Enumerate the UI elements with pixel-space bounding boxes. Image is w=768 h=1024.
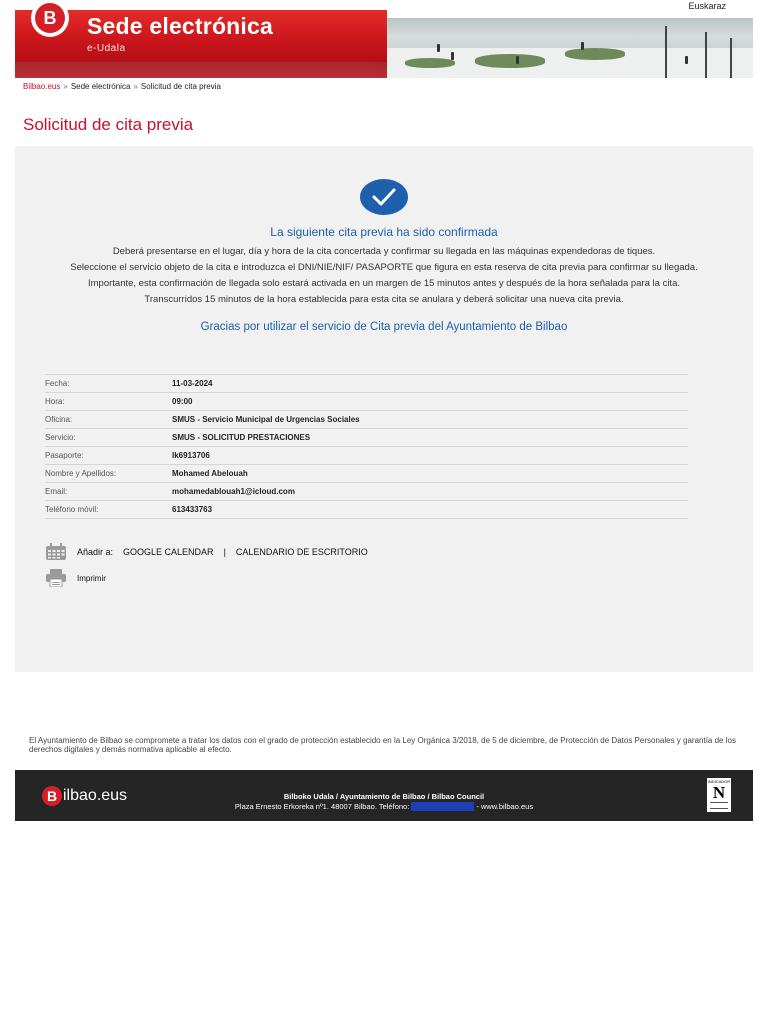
detail-label: Hora: bbox=[45, 397, 65, 406]
google-calendar-link[interactable]: GOOGLE CALENDAR bbox=[123, 547, 214, 557]
print-label: Imprimir bbox=[77, 573, 106, 583]
footer-website: - www.bilbao.eus bbox=[476, 802, 534, 811]
footer-address-text: Plaza Ernesto Erkoreka nº1. 48007 Bilbao. Teléfono: bbox=[234, 802, 410, 811]
printer-icon bbox=[45, 569, 67, 587]
footer bbox=[15, 770, 753, 821]
detail-value: 11-03-2024 bbox=[172, 379, 213, 388]
detail-label: Servicio: bbox=[45, 433, 76, 442]
detail-value: 09:00 bbox=[172, 397, 193, 406]
instruction-line: Transcurridos 15 minutos de la hora establecida para esta cita se anulara y deberá solicitar una nueva cita previa. bbox=[144, 294, 624, 305]
print-button[interactable] bbox=[45, 569, 106, 587]
detail-row-fecha bbox=[45, 375, 688, 393]
desktop-calendar-link[interactable]: CALENDARIO DE ESCRITORIO bbox=[235, 547, 368, 557]
confirmation-title: La siguiente cita previa ha sido confirmada bbox=[270, 225, 498, 239]
check-icon bbox=[360, 179, 408, 215]
breadcrumb-separator: » bbox=[133, 82, 138, 91]
detail-row-nombre bbox=[45, 465, 688, 483]
add-to-label: Añadir a: bbox=[77, 547, 114, 557]
calendar-icon bbox=[45, 543, 67, 561]
detail-row-email bbox=[45, 483, 688, 501]
footer-logo-domain: .eus bbox=[96, 787, 128, 804]
breadcrumb-sede-link[interactable]: Sede electrónica bbox=[70, 82, 131, 91]
site-title: Sede electrónica bbox=[87, 13, 274, 39]
detail-value: lk6913706 bbox=[172, 451, 210, 460]
cert-badge-label: INDICADOR bbox=[707, 779, 731, 784]
bilbao-logo[interactable] bbox=[31, 0, 69, 37]
detail-value: Mohamed Abelouah bbox=[172, 469, 248, 478]
instruction-line: Seleccione el servicio objeto de la cita e introduzca el DNI/NIE/NIF/ PASAPORTE que figura en esta reserva de cita previa para confirmar su llegada. bbox=[70, 262, 698, 273]
accessibility-certification-badge[interactable] bbox=[707, 778, 731, 812]
detail-value: SMUS - SOLICITUD PRESTACIONES bbox=[172, 433, 311, 442]
instruction-line: Deberá presentarse en el lugar, día y hora de la cita concertada y confirmar su llegada en las máquinas expendedoras de tiques. bbox=[112, 246, 656, 257]
detail-value: 613433763 bbox=[172, 505, 213, 514]
detail-row-oficina bbox=[45, 411, 688, 429]
header-red-band bbox=[15, 10, 387, 62]
breadcrumb-separator: » bbox=[63, 82, 68, 91]
breadcrumb-home-link[interactable]: Bilbao.eus bbox=[23, 82, 61, 91]
cert-badge-lines bbox=[710, 802, 728, 809]
footer-phone-link[interactable]: 010 - 944 241 700 bbox=[412, 802, 474, 811]
detail-label: Pasaporte: bbox=[45, 451, 84, 460]
action-separator: | bbox=[223, 547, 226, 557]
detail-label: Email: bbox=[45, 487, 68, 496]
detail-value: SMUS - Servicio Municipal de Urgencias Sociales bbox=[172, 415, 360, 424]
detail-label: Fecha: bbox=[45, 379, 70, 388]
appointment-details bbox=[45, 374, 688, 519]
confirmation-panel bbox=[15, 146, 753, 672]
add-to-calendar bbox=[45, 543, 368, 561]
breadcrumb-current: Solicitud de cita previa bbox=[140, 82, 221, 91]
bilbao-logo-letter: B bbox=[35, 3, 65, 33]
thanks-message: Gracias por utilizar el servicio de Cita previa del Ayuntamiento de Bilbao bbox=[200, 321, 568, 333]
detail-row-telefono bbox=[45, 501, 688, 519]
detail-label: Oficina: bbox=[45, 415, 73, 424]
header-red-base bbox=[15, 62, 387, 78]
instruction-line: Importante, esta confirmación de llegada solo estará activada en un margen de 15 minutos antes y después de la hora señalada para la cita. bbox=[87, 278, 680, 289]
header-banner bbox=[15, 10, 753, 78]
breadcrumb bbox=[23, 82, 221, 91]
cert-badge-letter: N bbox=[712, 783, 726, 802]
page-title: Solicitud de cita previa bbox=[23, 115, 194, 134]
language-link[interactable]: Euskaraz bbox=[688, 1, 726, 11]
header-photo bbox=[375, 18, 753, 78]
privacy-notice: El Ayuntamiento de Bilbao se compromete a tratar los datos con el grado de protección establecido en la Ley Orgánica 3/2018, de 5 de diciembre, de Protección de Datos Personales y garantía de los derechos digitales y demás normativa aplicable al efecto. bbox=[29, 736, 736, 754]
site-subtitle: e-Udala bbox=[87, 43, 126, 54]
footer-address bbox=[15, 802, 753, 811]
detail-label: Nombre y Apellidos: bbox=[45, 469, 117, 478]
footer-logo-letter: B bbox=[42, 786, 62, 806]
footer-logo-name: ilbao bbox=[63, 787, 97, 804]
detail-value: mohamedablouah1@icloud.com bbox=[172, 487, 295, 496]
footer-council-name: Bilboko Udala / Ayuntamiento de Bilbao / Bilbao Council bbox=[283, 792, 485, 801]
confirmation-instructions bbox=[40, 247, 728, 311]
detail-row-servicio bbox=[45, 429, 688, 447]
detail-row-pasaporte bbox=[45, 447, 688, 465]
detail-label: Teléfono móvil: bbox=[45, 505, 99, 514]
detail-row-hora bbox=[45, 393, 688, 411]
